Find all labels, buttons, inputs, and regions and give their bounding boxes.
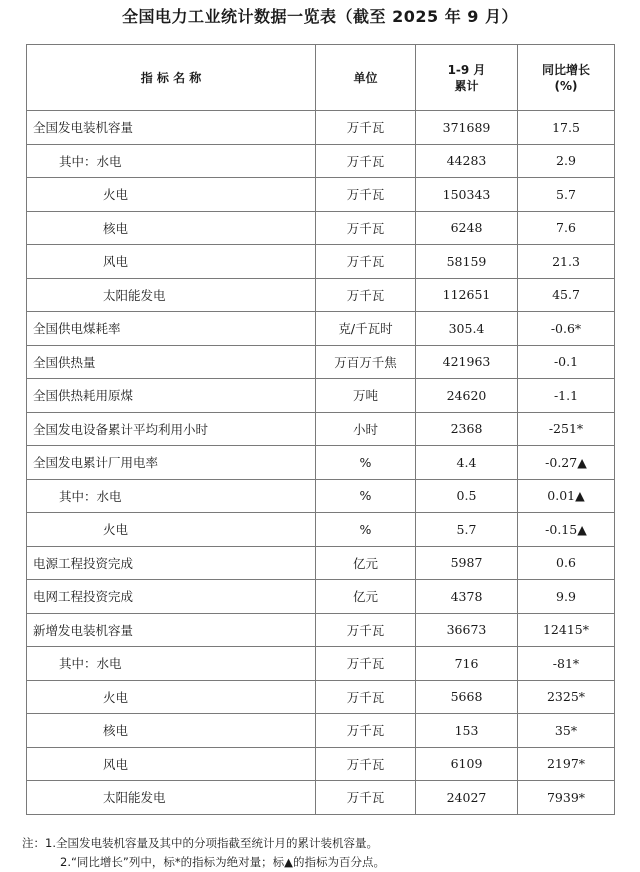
header-growth-line2: (%) — [554, 78, 578, 93]
unit-cell: 万千瓦 — [316, 613, 416, 647]
cumulative-value-cell: 716 — [416, 647, 518, 681]
indicator-name-cell: 核电 — [27, 714, 316, 748]
table-row — [27, 714, 615, 748]
growth-value-cell: 5.7 — [518, 178, 615, 212]
unit-cell: 万千瓦 — [316, 680, 416, 714]
page-title: 全国电力工业统计数据一览表（截至 2025 年 9 月） — [122, 7, 518, 26]
cumulative-value-cell: 24620 — [416, 379, 518, 413]
growth-value-cell: 0.6 — [518, 546, 615, 580]
cumulative-value-cell: 44283 — [416, 144, 518, 178]
indicator-name-cell: 火电 — [27, 513, 316, 547]
growth-value-cell: 2197* — [518, 747, 615, 781]
table-row — [27, 747, 615, 781]
table-row — [27, 345, 615, 379]
indicator-name-cell: 其中：水电 — [27, 144, 316, 178]
unit-cell: 万千瓦 — [316, 144, 416, 178]
unit-cell: 万千瓦 — [316, 178, 416, 212]
indicator-name-cell: 全国发电设备累计平均利用小时 — [27, 412, 316, 446]
growth-value-cell: 21.3 — [518, 245, 615, 279]
indicator-name-cell: 全国供热耗用原煤 — [27, 379, 316, 413]
indicator-name-cell: 全国发电装机容量 — [27, 111, 316, 145]
growth-value-cell: -0.27▲ — [518, 446, 615, 480]
unit-cell: 万千瓦 — [316, 111, 416, 145]
table-row — [27, 513, 615, 547]
unit-cell: 万百万千焦 — [316, 345, 416, 379]
cumulative-value-cell: 58159 — [416, 245, 518, 279]
cumulative-value-cell: 24027 — [416, 781, 518, 815]
unit-cell: 万千瓦 — [316, 714, 416, 748]
table-row — [27, 144, 615, 178]
table-row — [27, 278, 615, 312]
cumulative-value-cell: 371689 — [416, 111, 518, 145]
growth-value-cell: -251* — [518, 412, 615, 446]
cumulative-value-cell: 36673 — [416, 613, 518, 647]
header-cumulative-line1: 1-9 月 — [447, 62, 486, 77]
unit-cell: % — [316, 513, 416, 547]
header-growth-line1: 同比增长 — [541, 62, 590, 77]
unit-cell: 万千瓦 — [316, 211, 416, 245]
header-growth — [518, 45, 615, 111]
growth-value-cell: 12415* — [518, 613, 615, 647]
footnotes — [22, 834, 622, 872]
table-row — [27, 211, 615, 245]
indicator-name-cell: 新增发电装机容量 — [27, 613, 316, 647]
table-row — [27, 479, 615, 513]
growth-value-cell: 0.01▲ — [518, 479, 615, 513]
unit-cell: 万千瓦 — [316, 278, 416, 312]
growth-value-cell: -1.1 — [518, 379, 615, 413]
unit-cell: 小时 — [316, 412, 416, 446]
growth-value-cell: -81* — [518, 647, 615, 681]
table-row — [27, 111, 615, 145]
table-row — [27, 580, 615, 614]
footnote-1: 注：1.全国发电装机容量及其中的分项指截至统计月的累计装机容量。 — [22, 836, 378, 850]
growth-value-cell: 2.9 — [518, 144, 615, 178]
statistics-table — [26, 44, 615, 815]
unit-cell: 万千瓦 — [316, 781, 416, 815]
cumulative-value-cell: 6109 — [416, 747, 518, 781]
indicator-name-cell: 全国供电煤耗率 — [27, 312, 316, 346]
table-header-row — [27, 45, 615, 111]
cumulative-value-cell: 5.7 — [416, 513, 518, 547]
unit-cell: % — [316, 479, 416, 513]
cumulative-value-cell: 305.4 — [416, 312, 518, 346]
unit-cell: 克/千瓦时 — [316, 312, 416, 346]
cumulative-value-cell: 0.5 — [416, 479, 518, 513]
cumulative-value-cell: 6248 — [416, 211, 518, 245]
cumulative-value-cell: 112651 — [416, 278, 518, 312]
unit-cell: 亿元 — [316, 546, 416, 580]
table-row — [27, 446, 615, 480]
header-unit: 单位 — [316, 45, 416, 111]
cumulative-value-cell: 150343 — [416, 178, 518, 212]
growth-value-cell: 2325* — [518, 680, 615, 714]
header-cumulative — [416, 45, 518, 111]
growth-value-cell: -0.6* — [518, 312, 615, 346]
cumulative-value-cell: 4378 — [416, 580, 518, 614]
table-row — [27, 647, 615, 681]
cumulative-value-cell: 5987 — [416, 546, 518, 580]
indicator-name-cell: 风电 — [27, 245, 316, 279]
cumulative-value-cell: 4.4 — [416, 446, 518, 480]
table-row — [27, 781, 615, 815]
unit-cell: % — [316, 446, 416, 480]
table-row — [27, 546, 615, 580]
indicator-name-cell: 电源工程投资完成 — [27, 546, 316, 580]
indicator-name-cell: 电网工程投资完成 — [27, 580, 316, 614]
footnote-2: 2.“同比增长”列中，标*的指标为绝对量；标▲的指标为百分点。 — [60, 855, 385, 869]
unit-cell: 万千瓦 — [316, 245, 416, 279]
cumulative-value-cell: 2368 — [416, 412, 518, 446]
growth-value-cell: 17.5 — [518, 111, 615, 145]
unit-cell: 万千瓦 — [316, 647, 416, 681]
unit-cell: 亿元 — [316, 580, 416, 614]
unit-cell: 万吨 — [316, 379, 416, 413]
header-indicator-name: 指 标 名 称 — [27, 45, 316, 111]
table-row — [27, 680, 615, 714]
cumulative-value-cell: 5668 — [416, 680, 518, 714]
growth-value-cell: 45.7 — [518, 278, 615, 312]
cumulative-value-cell: 153 — [416, 714, 518, 748]
indicator-name-cell: 风电 — [27, 747, 316, 781]
growth-value-cell: 9.9 — [518, 580, 615, 614]
indicator-name-cell: 核电 — [27, 211, 316, 245]
indicator-name-cell: 全国供热量 — [27, 345, 316, 379]
growth-value-cell: 35* — [518, 714, 615, 748]
growth-value-cell: 7939* — [518, 781, 615, 815]
table-row — [27, 245, 615, 279]
header-cumulative-line2: 累计 — [454, 78, 479, 93]
unit-cell: 万千瓦 — [316, 747, 416, 781]
indicator-name-cell: 其中：水电 — [27, 647, 316, 681]
growth-value-cell: -0.15▲ — [518, 513, 615, 547]
growth-value-cell: -0.1 — [518, 345, 615, 379]
table-row — [27, 613, 615, 647]
indicator-name-cell: 太阳能发电 — [27, 781, 316, 815]
table-row — [27, 379, 615, 413]
table-row — [27, 178, 615, 212]
table-row — [27, 312, 615, 346]
table-row — [27, 412, 615, 446]
indicator-name-cell: 火电 — [27, 680, 316, 714]
indicator-name-cell: 全国发电累计厂用电率 — [27, 446, 316, 480]
cumulative-value-cell: 421963 — [416, 345, 518, 379]
indicator-name-cell: 太阳能发电 — [27, 278, 316, 312]
indicator-name-cell: 火电 — [27, 178, 316, 212]
growth-value-cell: 7.6 — [518, 211, 615, 245]
indicator-name-cell: 其中：水电 — [27, 479, 316, 513]
